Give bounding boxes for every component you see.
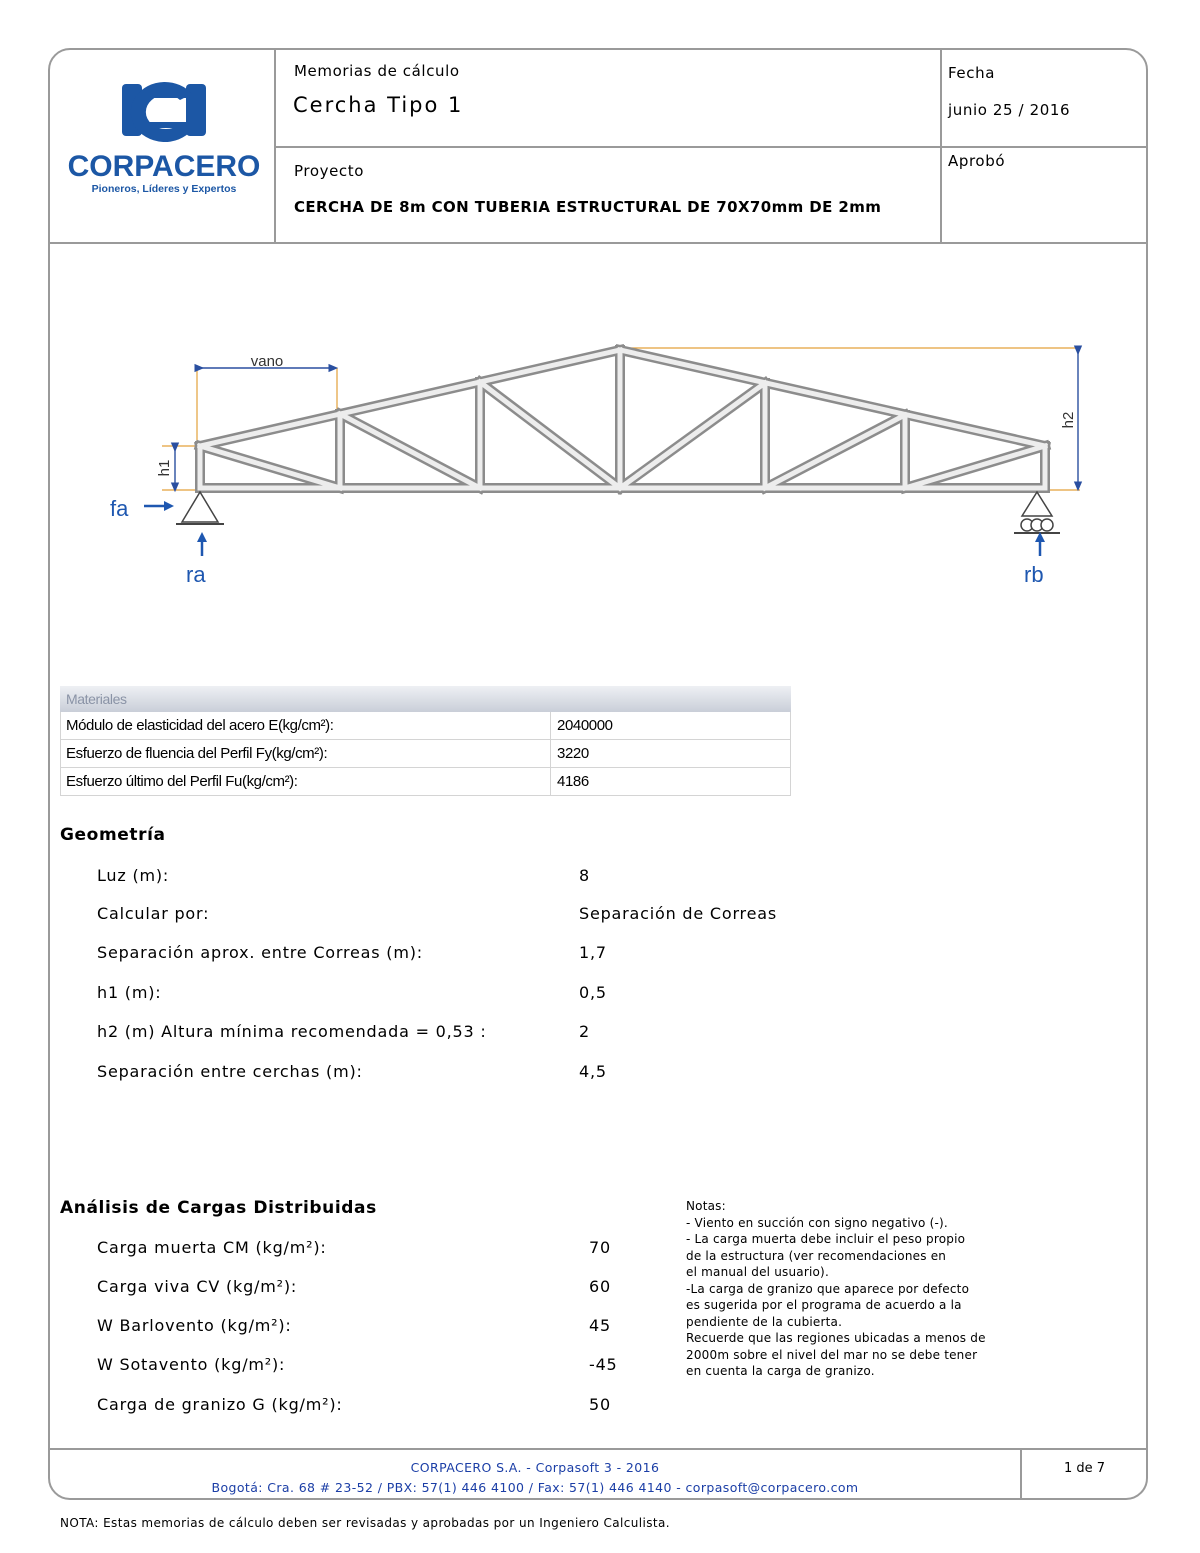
- materiales-table: [60, 686, 791, 796]
- nota-line: es sugerida por el programa de acuerdo a la: [686, 1298, 962, 1312]
- h2-label: h2: [1060, 411, 1077, 429]
- cargas-value: 45: [589, 1316, 611, 1335]
- cargas-title: Análisis de Cargas Distribuidas: [60, 1198, 377, 1218]
- nota-line: - La carga muerta debe incluir el peso propio: [686, 1232, 966, 1246]
- cargas-value: 50: [589, 1395, 611, 1414]
- geometria-value: 2: [579, 1022, 590, 1041]
- svg-text:CORPACERO: CORPACERO: [67, 150, 261, 183]
- fecha-value: junio 25 / 2016: [948, 101, 1071, 119]
- cargas-value: 70: [589, 1238, 611, 1257]
- ra-label: ra: [186, 562, 206, 587]
- header-bottom-line: [48, 242, 1148, 244]
- proyecto-value: CERCHA DE 8m CON TUBERIA ESTRUCTURAL DE 70X70mm DE 2mm: [294, 198, 882, 216]
- table-row: [60, 768, 791, 796]
- cargas-label: Carga muerta CM (kg/m²):: [97, 1238, 327, 1257]
- table-cell-value: 4186: [557, 773, 589, 790]
- page-title: Cercha Tipo 1: [293, 93, 464, 117]
- geometria-value: Separación de Correas: [579, 904, 777, 923]
- table-cell-value: 2040000: [557, 717, 613, 734]
- table-cell-label: Esfuerzo último del Perfil Fu(kg/cm²):: [61, 768, 551, 795]
- geometria-label: h1 (m):: [97, 983, 162, 1002]
- proyecto-label: Proyecto: [294, 162, 365, 180]
- nota-line: 2000m sobre el nivel del mar no se debe tener: [686, 1347, 978, 1362]
- pin-support-icon: [176, 492, 224, 524]
- nota-line: Recuerde que las regiones ubicadas a menos de: [686, 1331, 986, 1345]
- nota-line: -La carga de granizo que aparece por defecto: [686, 1281, 970, 1296]
- fecha-label: Fecha: [948, 64, 995, 82]
- geometria-label: Separación entre cerchas (m):: [97, 1062, 363, 1081]
- cargas-label: W Barlovento (kg/m²):: [97, 1316, 292, 1335]
- page-number: 1 de 7: [1064, 1461, 1106, 1476]
- footer-top-line: [48, 1448, 1148, 1450]
- nota-line: pendiente de la cubierta.: [686, 1314, 843, 1329]
- truss-diagram: [100, 338, 1100, 598]
- cargas-value: -45: [589, 1355, 618, 1374]
- materiales-title: Materiales: [60, 686, 791, 712]
- table-row: [60, 740, 791, 768]
- geometria-title: Geometría: [60, 825, 166, 845]
- geometria-value: 4,5: [579, 1062, 607, 1081]
- footer-address: Bogotá: Cra. 68 # 23-52 / PBX: 57(1) 446 4100 / Fax: 57(1) 446 4140 - corpasoft@corpacero.com: [211, 1480, 859, 1495]
- table-cell-label: Módulo de elasticidad del acero E(kg/cm²):: [61, 712, 551, 739]
- h1-label: h1: [156, 459, 173, 477]
- geometria-label: Separación aprox. entre Correas (m):: [97, 943, 423, 962]
- table-cell-value: 3220: [557, 745, 589, 762]
- notas-block: [686, 1198, 986, 1380]
- footer-nota: NOTA: Estas memorias de cálculo deben ser revisadas y aprobadas por un Ingeniero Calculista.: [60, 1516, 670, 1530]
- roller-support-icon: [1014, 492, 1060, 533]
- header-divider: [274, 146, 1148, 148]
- vano-label: vano: [250, 353, 284, 370]
- nota-line: el manual del usuario).: [686, 1265, 829, 1279]
- nota-line: Notas:: [686, 1199, 726, 1213]
- cargas-label: Carga de granizo G (kg/m²):: [97, 1395, 343, 1414]
- geometria-label: h2 (m) Altura mínima recomendada = 0,53 :: [97, 1022, 487, 1041]
- fa-label: fa: [110, 496, 129, 521]
- doc-type-label: Memorias de cálculo: [294, 62, 460, 80]
- nota-line: - Viento en succión con signo negativo (-).: [686, 1215, 948, 1230]
- aprobo-label: Aprobó: [948, 152, 1006, 170]
- rb-label: rb: [1024, 562, 1044, 587]
- cargas-value: 60: [589, 1277, 611, 1296]
- svg-text:Pioneros, Líderes y Expertos: Pioneros, Líderes y Expertos: [91, 183, 237, 195]
- nota-line: en cuenta la carga de granizo.: [686, 1364, 875, 1378]
- cargas-label: Carga viva CV (kg/m²):: [97, 1277, 298, 1296]
- geometria-value: 8: [579, 866, 590, 885]
- geometria-label: Luz (m):: [97, 866, 170, 885]
- table-row: [60, 712, 791, 740]
- footer-divider: [1020, 1448, 1022, 1500]
- corpacero-logo: [58, 78, 270, 218]
- cargas-label: W Sotavento (kg/m²):: [97, 1355, 286, 1374]
- footer-company: CORPACERO S.A. - Corpasoft 3 - 2016: [410, 1460, 660, 1475]
- geometria-value: 1,7: [579, 943, 607, 962]
- geometria-value: 0,5: [579, 983, 607, 1002]
- geometria-label: Calcular por:: [97, 904, 210, 923]
- table-cell-label: Esfuerzo de fluencia del Perfil Fy(kg/cm²):: [61, 740, 551, 767]
- nota-line: de la estructura (ver recomendaciones en: [686, 1248, 947, 1263]
